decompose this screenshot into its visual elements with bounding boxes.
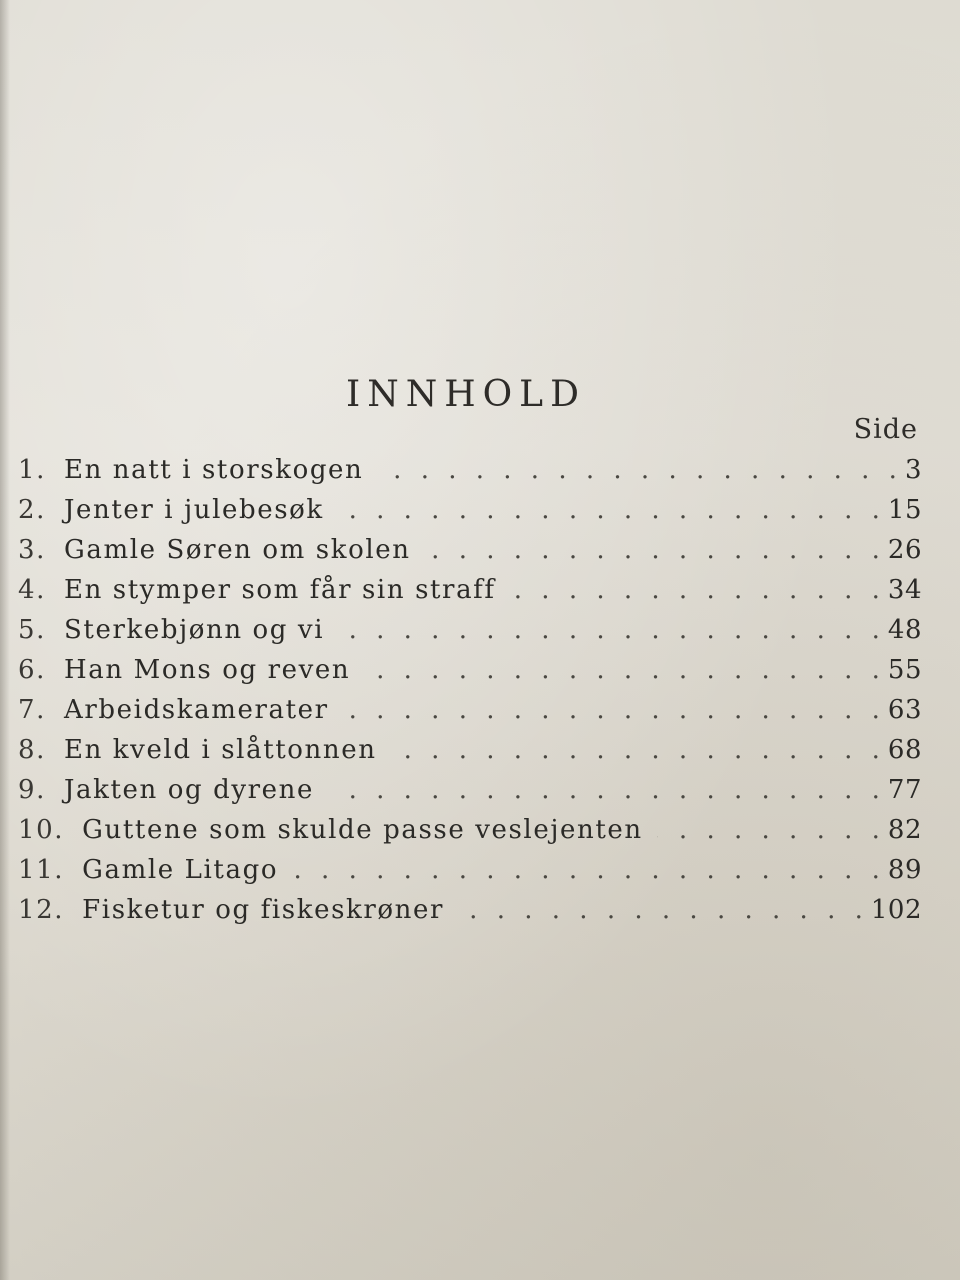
toc-entry-9 [18,775,922,815]
toc-entry-number: 9. [18,775,47,805]
dot-leader [458,895,863,925]
page-binding-shadow [0,0,10,1280]
toc-entry-title: En kveld i slåttonnen [64,735,377,765]
dot-leader [377,455,897,485]
toc-entry-title: Sterkebjønn og vi [64,615,325,645]
toc-entry-7 [18,695,922,735]
toc-entry-number: 3. [18,535,47,565]
toc-entry-page: 68 [887,735,922,765]
toc-entry-title: En stymper som får sin straff [64,575,496,605]
toc-entry-page: 34 [887,575,922,605]
toc-entry-title: Arbeidskamerater [64,695,329,725]
toc-entry-page: 89 [887,855,922,885]
toc-entry-12 [18,895,922,935]
toc-entry-page: 63 [887,695,922,725]
toc-entry-title: En natt i storskogen [64,455,364,485]
dot-leader [328,775,880,805]
dot-leader [364,655,880,685]
toc-entry-page: 15 [887,495,922,525]
toc-entry-6 [18,655,922,695]
dot-leader [510,575,880,605]
toc-entry-number: 12. [18,895,65,925]
toc-entry-8 [18,735,922,775]
dot-leader [338,495,880,525]
toc-entry-4 [18,575,922,615]
toc-entry-page: 3 [904,455,922,485]
toc-entry-10 [18,815,922,855]
toc-entry-title: Fisketur og fiskeskrøner [82,895,445,925]
toc-entry-page: 82 [887,815,922,845]
toc-entry-title: Guttene som skulde passe veslejenten [82,815,643,845]
toc-entry-page: 102 [870,895,922,925]
toc-entry-number: 10. [18,815,65,845]
dot-leader [343,695,880,725]
page-title: INNHOLD [346,374,586,415]
toc-entry-page: 26 [887,535,922,565]
toc-entry-page: 55 [887,655,922,685]
toc-entry-number: 1. [18,455,47,485]
toc-entry-1 [18,455,922,495]
dot-leader [292,855,880,885]
toc-entry-number: 5. [18,615,47,645]
toc-entry-3 [18,535,922,575]
toc-entry-title: Gamle Litago [82,855,279,885]
toc-entry-number: 8. [18,735,47,765]
toc-entry-page: 48 [887,615,922,645]
dot-leader [338,615,880,645]
dot-leader [425,535,880,565]
toc-entry-number: 11. [18,855,65,885]
toc-entry-number: 6. [18,655,47,685]
toc-entry-title: Gamle Søren om skolen [64,535,411,565]
dot-leader [391,735,880,765]
toc-entry-page: 77 [887,775,922,805]
page-column-label: Side [853,414,918,445]
toc-entry-number: 2. [18,495,47,525]
toc-entry-11 [18,855,922,895]
toc-entry-2 [18,495,922,535]
dot-leader [657,815,880,845]
toc-entry-title: Han Mons og reven [64,655,351,685]
toc-entry-5 [18,615,922,655]
toc-entry-number: 7. [18,695,47,725]
table-of-contents [18,455,922,935]
toc-entry-number: 4. [18,575,47,605]
toc-entry-title: Jenter i julebesøk [64,495,324,525]
toc-entry-title: Jakten og dyrene [64,775,314,805]
